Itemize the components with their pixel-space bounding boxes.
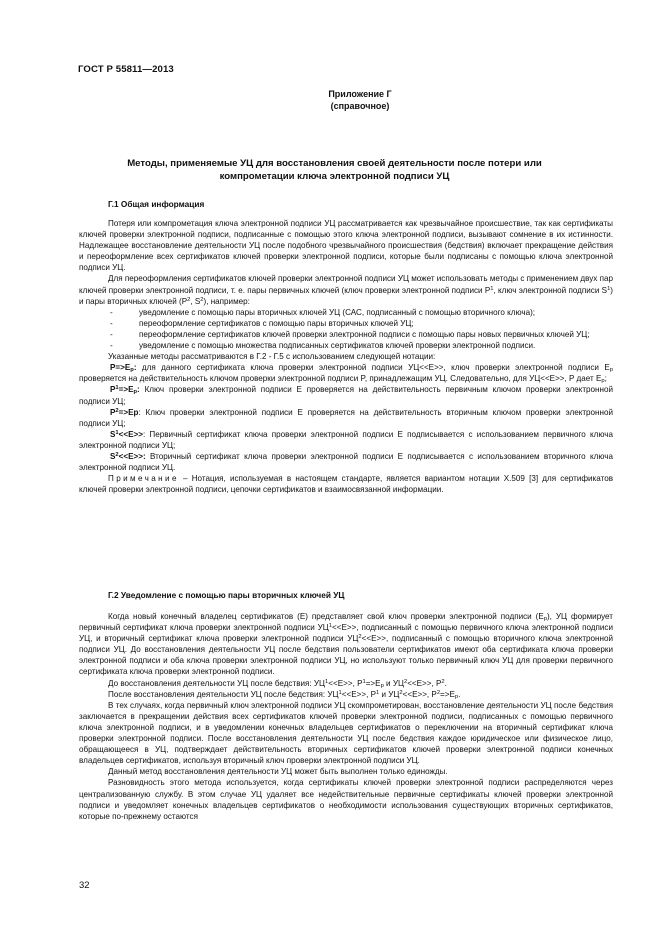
standard-header: ГОСТ Р 55811—2013 xyxy=(78,64,174,75)
notation-definition: $P=>E_p$: для данного сертификата ключа проверки электронной подписи УЦ<<E>>, ключ проверки электронной подписи $E_p$ проверяется на действительность ключом проверки электронной подписи P, принадлежащим УЦ. Следовательно, для УЦ<<E>>, P дает $E_p$; xyxy=(79,363,613,385)
paragraph: Потеря или компрометация ключа электронной подписи УЦ рассматривается как чрезвычайное происшествие, так как сертификаты ключей проверки электронной подписи, подписанные с помощью этого ключа электронной подписи, вызывают сомнение в их истинности. Надлежащее восстановление деятельности УЦ после подобного чрезвычайного происшествия (бедствия) включает прекращение действия и переоформление всех сертификатов ключей проверки электронной подписи, которые были подписаны с помощью ключа электронной подписи УЦ. xyxy=(79,219,613,273)
paragraph: Указанные методы рассматриваются в Г.2 - Г.5 с использованием следующей нотации: xyxy=(108,352,436,362)
paragraph: В тех случаях, когда первичный ключ электронной подписи УЦ скомпрометирован, восстановление деятельности УЦ после бедствия заключается в прекращении действия всех сертификатов ключей проверки электронной подписи, подписанных с помощью первичного ключа электронной подписи, и в уведомлении конечных владельцев сертификатов о переключении на вторичный сертификат ключа проверки электронной подписи. После восстановления деятельности УЦ после бедствия каждое юридическое или физическое лицо, обращающееся в УЦ, подтверждает действительность вторичных сертификатов ключей проверки электронной подписи конечных владельцев сертификатов, используя вторичный ключ проверки электронной подписи УЦ. xyxy=(79,700,613,766)
notation-definition: $P^2=>Ep$: Ключ проверки электронной подписи E проверяется на действительность вторичным ключом проверки электронной подписи УЦ; xyxy=(79,407,613,428)
note: Примечание – Нотация, используемая в настоящем стандарте, является вариантом нотации X.509 [3] для сертификатов ключей проверки электронной подписи, цепочки сертификатов и взаимосвязанной информации. xyxy=(79,474,613,495)
paragraph: До восстановления деятельности УЦ после бедствия: $УЦ^1<<E>>$, $P^1=>E_p$ и $УЦ^2<<E>>$, $P^2$. xyxy=(108,678,447,689)
title-line-1: Методы, применяемые УЦ для восстановления своей деятельности после потери или xyxy=(127,158,542,169)
paragraph: Разновидность этого метода используется, когда сертификаты ключей проверки электронной подписи распределяются через централизованную службу. В этом случае УЦ удаляет все недействительные первичные сертификаты ключей проверки электронной подписи и уведомляет конечных владельцев сертификатов о необходимости использования существующих вторичных сертификатов, которые по-прежнему остаются xyxy=(79,778,613,821)
title-line-2: компрометации ключа электронной подписи УЦ xyxy=(219,170,450,182)
annex-title: Приложение Г xyxy=(328,89,392,99)
section-heading-g1: Г.1 Общая информация xyxy=(108,199,205,209)
notation-definition: $P^1=>E_p$: Ключ проверки электронной подписи E проверяется на действительность первичным ключом проверки электронной подписи УЦ; xyxy=(79,385,613,406)
section-heading-g2: Г.2 Уведомление с помощью пары вторичных ключей УЦ xyxy=(108,590,345,600)
section-g1-body xyxy=(79,218,613,495)
list-item: - переоформление сертификатов с помощью пары вторичных ключей УЦ; xyxy=(110,318,414,328)
notation-definition: $S^2<<E>>$: Вторичный сертификат ключа проверки электронной подписи E подписывается с использованием вторичного ключа электронной подписи УЦ. xyxy=(79,451,613,473)
list-item: - уведомление с помощью пары вторичных ключей УЦ (САС, подписанный с помощью вторичного ключа); xyxy=(110,307,536,317)
notation-definition: $S^1<<E>>$: Первичный сертификат ключа проверки электронной подписи E подписывается с использованием первичного ключа электронной подписи УЦ; xyxy=(79,429,613,450)
paragraph: После восстановления деятельности УЦ после бедствия: $УЦ^1<<E>>$, $P^1$ и $УЦ^2<<E>>$, $P^2=>E_p$. xyxy=(108,689,461,700)
paragraph: Когда новый конечный владелец сертификатов (E) представляет свой ключ проверки электронной подписи $(E_p)$, УЦ формирует первичный сертификат ключа проверки электронной подписи $УЦ^1<<E>>$, подписанный с помощью первичного ключа электронной подписи УЦ, и вторичный сертификат ключа проверки электронной подписи $УЦ^2<<E>>$, подписанный с помощью вторичного ключа электронной подписи УЦ. До восстановления деятельности УЦ после бедствия пользователи сертификатов имеют оба сертификата ключа проверки электронной подписи и оба ключа проверки электронной подписи УЦ, но используют только первичный ключ УЦ для проверки первичного сертификата ключа проверки электронной подписи. xyxy=(79,612,613,677)
paragraph: Данный метод восстановления деятельности УЦ может быть выполнен только единожды. xyxy=(108,767,448,777)
note-label: Примечание xyxy=(108,474,179,484)
section-g2-body xyxy=(79,611,613,822)
paragraph: Для переоформления сертификатов ключей проверки электронной подписи УЦ может использовать методы с применением двух пар ключей проверки электронной подписи, т. е. пары первичных ключей (ключ проверки электронной подписи $P^1$, ключ электронной подписи $S^1$) и пары вторичных ключей ($P^2$, $S^2$), например: xyxy=(79,274,613,306)
page-number: 32 xyxy=(79,880,90,891)
annex-type: (справочное) xyxy=(330,101,390,111)
list-item: - уведомление с помощью множества подписанных сертификатов ключей проверки электронной подписи. xyxy=(110,341,536,351)
list-item: - переоформление сертификатов ключей проверки электронной подписи с помощью пары новых первичных ключей УЦ; xyxy=(110,329,590,339)
document-title xyxy=(88,158,581,183)
